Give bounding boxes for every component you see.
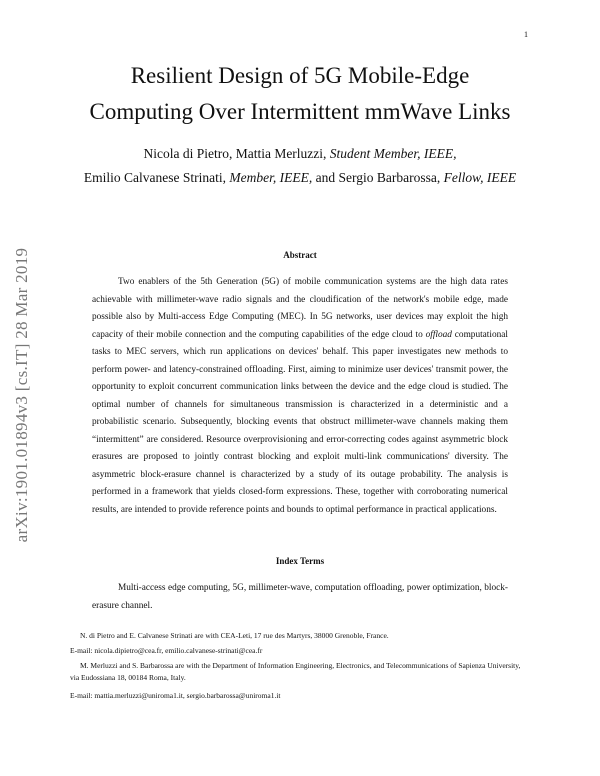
title-line-2: Computing Over Intermittent mmWave Links bbox=[89, 99, 511, 124]
abstract-text-1: Two enablers of the 5th Generation (5G) of mobile communication systems are the high data rates achievable with millimeter-wave radio signals and the cloudification of the network's mobile edge, made possible also by Multi-access Edge Computing (MEC). In 5G networks, user devices may exploit the high capacity of their mobile connection and the computing capabilities of the edge cloud to bbox=[92, 277, 508, 340]
author-role-2: Member, IEEE, bbox=[229, 170, 313, 185]
author-line-1 bbox=[60, 142, 540, 166]
paper-title bbox=[60, 58, 540, 130]
index-terms-body: Multi-access edge computing, 5G, millimeter-wave, computation offloading, power optimization, block-erasure channel. bbox=[92, 583, 508, 611]
footnote-affiliation-2: M. Merluzzi and S. Barbarossa are with the Department of Information Engineering, Electronics, and Telecommunications of Sapienza University, via Eudossiana 18, 00184 Roma, Italy. bbox=[70, 661, 521, 682]
author-line-2 bbox=[60, 166, 540, 190]
page-number: 1 bbox=[524, 30, 528, 39]
author-list bbox=[60, 142, 540, 190]
author-name-4: and Sergio Barbarossa, bbox=[312, 170, 444, 185]
abstract-emphasis: offload bbox=[425, 329, 452, 340]
author-names-1: Nicola di Pietro, Mattia Merluzzi, bbox=[143, 146, 330, 161]
abstract-text-2: computational tasks to MEC servers, which run applications on devices' behalf. This paper investigates new methods to perform power- and latency-constrained offloading. First, aiming to minimize user devices' transmit power, the opportunity to exploit concurrent communication links between the device and the edge cloud is studied. The optimal number of channels for simultaneous transmission is characterized in a deterministic and a probabilistic scenario. Subsequently, blocking events that obstruct millimeter-wave channels making them “intermittent” are considered. Resource overprovisioning and error-correcting codes against asymmetric block erasures are proposed to jointly contrast blocking and exploit multi-link communications' diversity. The asymmetric block-erasure channel is characterized by a study of its outage probability. The analysis is performed in a framework that yields closed-form expressions. These, together with corroborating numerical results, are intended to provide reference points and bounds to optimal performance in practical applications. bbox=[92, 329, 508, 515]
title-line-1: Resilient Design of 5G Mobile-Edge bbox=[130, 63, 470, 88]
index-terms-heading: Index Terms bbox=[275, 556, 325, 566]
abstract-heading: Abstract bbox=[283, 250, 317, 260]
author-role-1: Student Member, IEEE, bbox=[329, 146, 457, 161]
arxiv-stamp: arXiv:1901.01894v3 [cs.IT] 28 Mar 2019 bbox=[12, 247, 31, 543]
footnote-affiliation-1: N. di Pietro and E. Calvanese Strinati are with CEA-Leti, 17 rue des Martyrs, 38000 Grenoble, France. bbox=[80, 631, 389, 640]
author-name-3: Emilio Calvanese Strinati, bbox=[83, 170, 230, 185]
footnote-email-2: E-mail: mattia.merluzzi@uniroma1.it, sergio.barbarossa@uniroma1.it bbox=[70, 691, 281, 700]
footnote-email-1: E-mail: nicola.dipietro@cea.fr, emilio.calvanese-strinati@cea.fr bbox=[70, 646, 263, 655]
author-role-3: Fellow, IEEE bbox=[443, 170, 517, 185]
abstract-body bbox=[92, 274, 508, 519]
